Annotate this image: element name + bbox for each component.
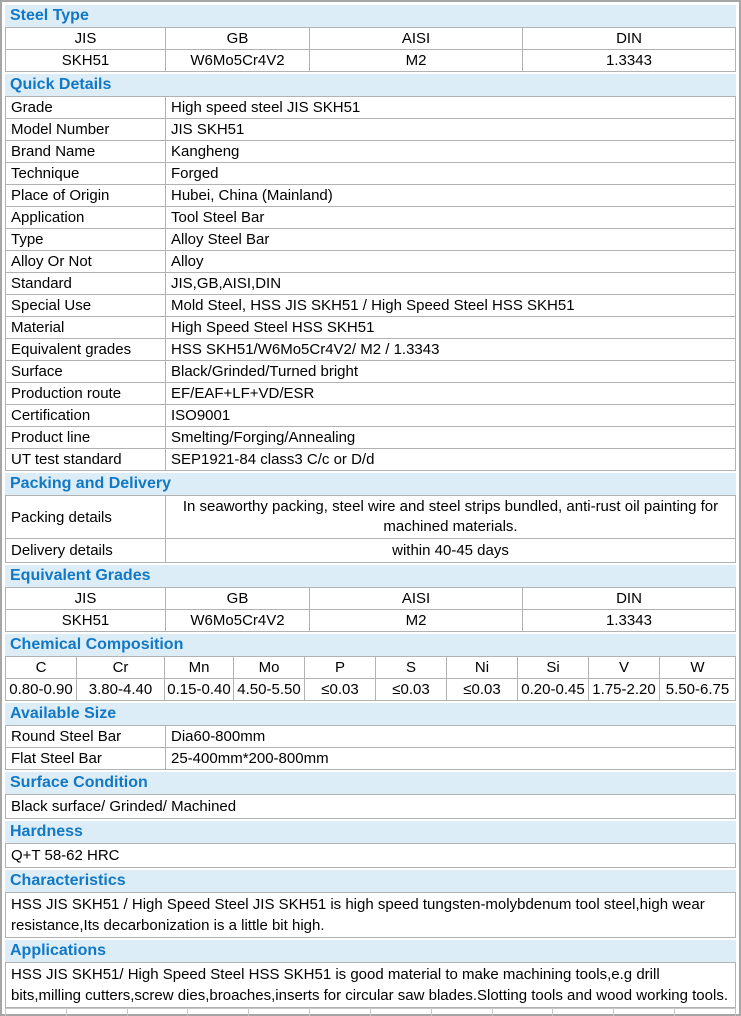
column-header-din: DIN [523, 28, 736, 50]
spec-value: JIS SKH51 [166, 119, 736, 141]
spec-value: Alloy [166, 251, 736, 273]
table-row [6, 405, 736, 427]
spec-label: Product line [6, 427, 166, 449]
element-range: 0.15-0.40 [165, 679, 234, 701]
section-header-packing-delivery: Packing and Delivery [5, 473, 736, 495]
spec-value: 25-400mm*200-800mm [166, 748, 736, 770]
spec-value: EF/EAF+LF+VD/ESR [166, 383, 736, 405]
table-row [6, 496, 736, 539]
spec-label: Alloy Or Not [6, 251, 166, 273]
spec-value: SEP1921-84 class3 C/c or D/d [166, 449, 736, 471]
element-header: Mn [165, 657, 234, 679]
spec-label: UT test standard [6, 449, 166, 471]
section-header-chemical-composition: Chemical Composition [5, 634, 736, 656]
spec-value: Forged [166, 163, 736, 185]
table-row [6, 229, 736, 251]
element-header: V [589, 657, 660, 679]
table-row [6, 295, 736, 317]
table-header-row [6, 28, 736, 50]
spec-label: Surface [6, 361, 166, 383]
spec-label: Brand Name [6, 141, 166, 163]
table-header-row [6, 657, 736, 679]
cell-jis-value: SKH51 [6, 610, 166, 632]
element-header: P [305, 657, 376, 679]
element-range: 3.80-4.40 [77, 679, 165, 701]
spec-value: In seaworthy packing, steel wire and steel strips bundled, anti-rust oil painting for machined materials. [166, 496, 736, 539]
cell-gb-value: W6Mo5Cr4V2 [166, 610, 310, 632]
element-range: ≤0.03 [447, 679, 518, 701]
available-size-table [5, 725, 736, 770]
clipped-table-row [5, 1008, 736, 1016]
cell-jis-value: SKH51 [6, 50, 166, 72]
spec-label: Model Number [6, 119, 166, 141]
column-header-jis: JIS [6, 588, 166, 610]
spec-label: Delivery details [6, 539, 166, 563]
spec-label: Special Use [6, 295, 166, 317]
element-header: S [376, 657, 447, 679]
cell-gb-value: W6Mo5Cr4V2 [166, 50, 310, 72]
table-row [6, 726, 736, 748]
element-header: C [6, 657, 77, 679]
table-header-row [6, 588, 736, 610]
table-row [6, 97, 736, 119]
spec-value: ISO9001 [166, 405, 736, 427]
element-range: ≤0.03 [305, 679, 376, 701]
section-header-steel-type: Steel Type [5, 5, 736, 27]
spec-label: Application [6, 207, 166, 229]
element-range: 0.20-0.45 [518, 679, 589, 701]
steel-type-table [5, 27, 736, 72]
spec-label: Flat Steel Bar [6, 748, 166, 770]
spec-value: HSS SKH51/W6Mo5Cr4V2/ M2 / 1.3343 [166, 339, 736, 361]
surface-condition-text: Black surface/ Grinded/ Machined [5, 794, 736, 819]
section-header-characteristics: Characteristics [5, 870, 736, 892]
table-row [6, 679, 736, 701]
table-row [6, 163, 736, 185]
section-header-quick-details: Quick Details [5, 74, 736, 96]
table-row [6, 251, 736, 273]
packing-delivery-table [5, 495, 736, 563]
applications-text: HSS JIS SKH51/ High Speed Steel HSS SKH51 is good material to make machining tools,e.g drill bits,milling cutters,screw dies,broaches,inserts for circular saw blades.Slotting tools and wood working tools. [5, 962, 736, 1008]
chemical-composition-table [5, 656, 736, 701]
column-header-jis: JIS [6, 28, 166, 50]
spec-label: Technique [6, 163, 166, 185]
section-header-surface-condition: Surface Condition [5, 772, 736, 794]
element-range: 5.50-6.75 [660, 679, 736, 701]
spec-value: Tool Steel Bar [166, 207, 736, 229]
spec-value: Smelting/Forging/Annealing [166, 427, 736, 449]
cell-aisi-value: M2 [310, 610, 523, 632]
spec-value: within 40-45 days [166, 539, 736, 563]
table-row [6, 50, 736, 72]
table-row [6, 748, 736, 770]
spec-value: JIS,GB,AISI,DIN [166, 273, 736, 295]
spec-label: Equivalent grades [6, 339, 166, 361]
section-header-equivalent-grades: Equivalent Grades [5, 565, 736, 587]
element-header: Ni [447, 657, 518, 679]
spec-label: Certification [6, 405, 166, 427]
table-row [6, 119, 736, 141]
table-row [6, 383, 736, 405]
spec-label: Material [6, 317, 166, 339]
table-row [6, 185, 736, 207]
table-row [6, 141, 736, 163]
table-row [6, 449, 736, 471]
spec-value: Kangheng [166, 141, 736, 163]
equivalent-grades-table [5, 587, 736, 632]
table-row [6, 317, 736, 339]
spec-label: Standard [6, 273, 166, 295]
column-header-gb: GB [166, 588, 310, 610]
spec-value: Mold Steel, HSS JIS SKH51 / High Speed Steel HSS SKH51 [166, 295, 736, 317]
table-row [6, 207, 736, 229]
cell-din-value: 1.3343 [523, 610, 736, 632]
quick-details-table [5, 96, 736, 471]
characteristics-text: HSS JIS SKH51 / High Speed Steel JIS SKH51 is high speed tungsten-molybdenum tool steel,high wear resistance,Its decarbonization is a little bit high. [5, 892, 736, 938]
column-header-aisi: AISI [310, 588, 523, 610]
element-range: 0.80-0.90 [6, 679, 77, 701]
cell-din-value: 1.3343 [523, 50, 736, 72]
hardness-text: Q+T 58-62 HRC [5, 843, 736, 868]
section-header-available-size: Available Size [5, 703, 736, 725]
table-row [6, 273, 736, 295]
cell-aisi-value: M2 [310, 50, 523, 72]
clipped-table [5, 1008, 736, 1016]
column-header-din: DIN [523, 588, 736, 610]
element-range: 1.75-2.20 [589, 679, 660, 701]
spec-label: Type [6, 229, 166, 251]
spec-label: Packing details [6, 496, 166, 539]
element-range: ≤0.03 [376, 679, 447, 701]
table-row [6, 539, 736, 563]
spec-value: Alloy Steel Bar [166, 229, 736, 251]
spec-label: Production route [6, 383, 166, 405]
section-header-hardness: Hardness [5, 821, 736, 843]
element-header: Cr [77, 657, 165, 679]
table-row [6, 361, 736, 383]
spec-value: Hubei, China (Mainland) [166, 185, 736, 207]
section-header-applications: Applications [5, 940, 736, 962]
spec-value: High speed steel JIS SKH51 [166, 97, 736, 119]
table-row [6, 610, 736, 632]
table-row [6, 339, 736, 361]
element-header: Mo [234, 657, 305, 679]
table-row [6, 427, 736, 449]
spec-value: High Speed Steel HSS SKH51 [166, 317, 736, 339]
column-header-aisi: AISI [310, 28, 523, 50]
table-row [6, 1009, 736, 1016]
element-header: W [660, 657, 736, 679]
element-header: Si [518, 657, 589, 679]
spec-label: Round Steel Bar [6, 726, 166, 748]
spec-label: Grade [6, 97, 166, 119]
element-range: 4.50-5.50 [234, 679, 305, 701]
spec-value: Black/Grinded/Turned bright [166, 361, 736, 383]
spec-value: Dia60-800mm [166, 726, 736, 748]
column-header-gb: GB [166, 28, 310, 50]
spec-label: Place of Origin [6, 185, 166, 207]
